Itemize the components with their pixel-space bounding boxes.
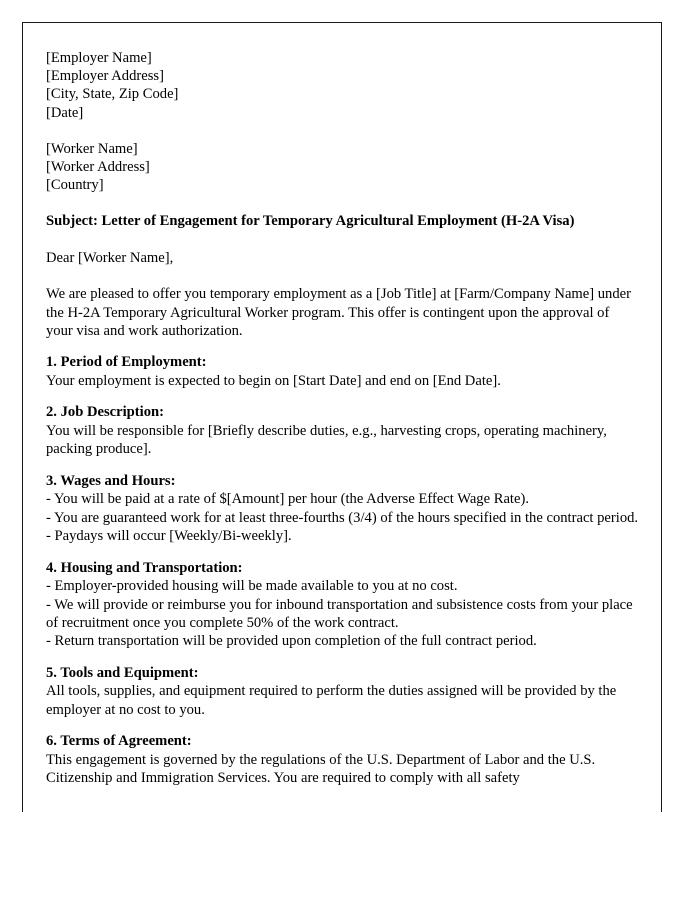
recipient-address-block xyxy=(46,140,639,195)
section-text-housing-bullet-2: - We will provide or reimburse you for inbound transportation and subsistence costs from your place of recruitment once you complete 50% of the work contract. xyxy=(46,596,633,632)
section-text-period-of-employment: Your employment is expected to begin on [Start Date] and end on [End Date]. xyxy=(46,373,501,390)
section-text-job-description: You will be responsible for [Briefly describe duties, e.g., harvesting crops, operating machinery, packing produce]. xyxy=(46,423,607,458)
spacer xyxy=(46,459,639,472)
spacer xyxy=(46,122,639,140)
section-heading-wages-and-hours: 3. Wages and Hours: xyxy=(46,472,176,489)
section-text-terms-of-agreement: This engagement is governed by the regulations of the U.S. Department of Labor and the U.S. Citizenship and Immigration Services. You are required to comply with all safety xyxy=(46,751,596,787)
sender-line-city-state-zip: [City, State, Zip Code] xyxy=(46,86,179,103)
section-text-wages-bullet-2: - You are guaranteed work for at least three-fourths (3/4) of the hours specified in the contract period. xyxy=(46,509,639,526)
spacer xyxy=(46,231,639,249)
section-heading-job-description: 2. Job Description: xyxy=(46,404,164,421)
sender-line-employer-address: [Employer Address] xyxy=(46,68,164,85)
section-text-housing-bullet-1: - Employer-provided housing will be made available to you at no cost. xyxy=(46,578,458,595)
sender-address-block xyxy=(46,49,639,122)
spacer xyxy=(46,340,639,353)
recipient-line-country: [Country] xyxy=(46,177,104,194)
section-text-wages-bullet-1: - You will be paid at a rate of $[Amount] per hour (the Adverse Effect Wage Rate). xyxy=(46,491,529,508)
spacer xyxy=(46,719,639,732)
salutation: Dear [Worker Name], xyxy=(46,250,174,267)
spacer xyxy=(46,267,639,285)
sender-line-employer-name: [Employer Name] xyxy=(46,50,152,66)
section-text-housing-bullet-3: - Return transportation will be provided upon completion of the full contract period. xyxy=(46,633,537,650)
section-heading-tools-and-equipment: 5. Tools and Equipment: xyxy=(46,664,199,681)
recipient-line-worker-address: [Worker Address] xyxy=(46,159,150,176)
section-text-tools-and-equipment: All tools, supplies, and equipment required to perform the duties assigned will be provided by the employer at no cost to you. xyxy=(46,683,617,718)
spacer xyxy=(46,390,639,403)
spacer xyxy=(46,546,639,559)
spacer xyxy=(46,651,639,664)
document-page xyxy=(22,22,662,812)
recipient-line-worker-name: [Worker Name] xyxy=(46,140,138,157)
sender-line-date: [Date] xyxy=(46,104,84,121)
section-text-wages-bullet-3: - Paydays will occur [Weekly/Bi-weekly]. xyxy=(46,528,292,545)
spacer xyxy=(46,194,639,212)
intro-paragraph: We are pleased to offer you temporary employment as a [Job Title] at [Farm/Company Name] under the H-2A Temporary Agricultural Worker program. This offer is contingent upon the approval of your visa and work authorization. xyxy=(46,286,631,340)
document-body xyxy=(23,23,661,788)
subject-line: Subject: Letter of Engagement for Temporary Agricultural Employment (H-2A Visa) xyxy=(46,213,575,230)
section-heading-housing-and-transportation: 4. Housing and Transportation: xyxy=(46,559,243,576)
section-heading-terms-of-agreement: 6. Terms of Agreement: xyxy=(46,733,192,750)
section-heading-period-of-employment: 1. Period of Employment: xyxy=(46,354,207,371)
